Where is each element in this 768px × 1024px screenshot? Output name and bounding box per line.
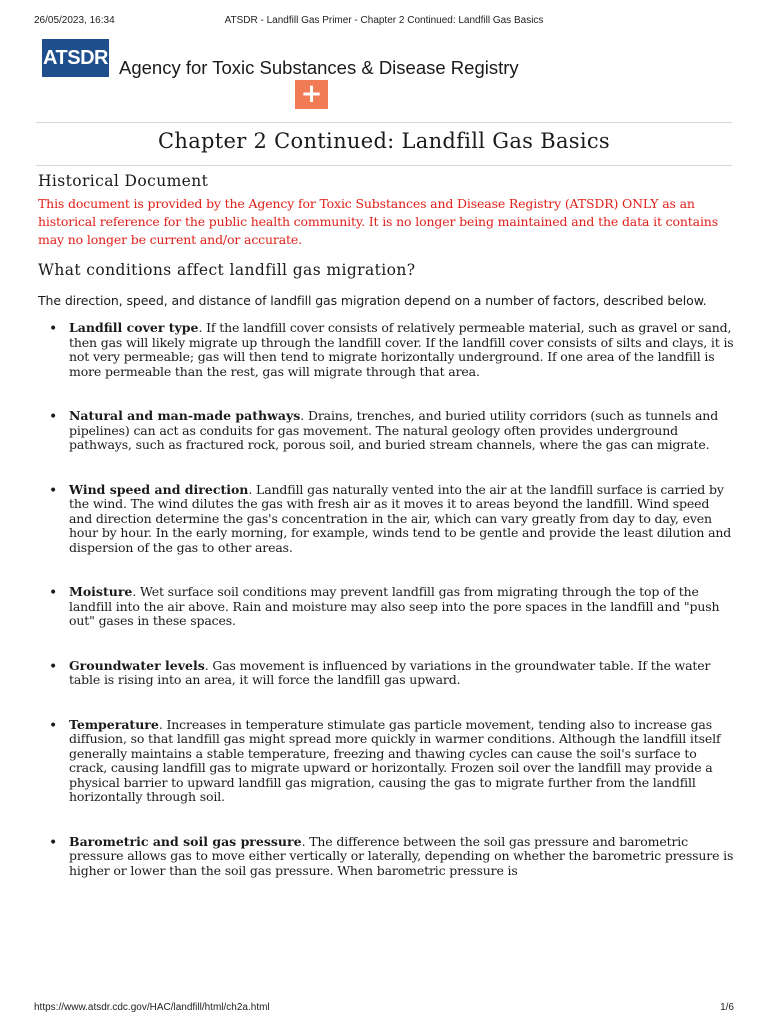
factor-text: . If the landfill cover consists of relatively permeable material, such as gravel or sand, then gas will likely migrate up through the landfill cover. If the landfill cover consists of silts and clays, it is not very permeable; gas will then tend to migrate horizontally underground. If one area of the landfill is more permeable than the rest, gas will migrate through that area. <box>69 320 734 379</box>
print-header <box>34 15 734 29</box>
atsdr-logo[interactable]: ATSDR <box>42 39 109 77</box>
factor-item <box>38 321 734 379</box>
agency-header <box>42 39 519 111</box>
factor-text: . Landfill gas naturally vented into the air at the landfill surface is carried by the wind. The wind dilutes the gas with fresh air as it moves it to areas beyond the landfill. Wind speed and direction determine the gas's concentration in the air, which can vary greatly from day to day, even hour by hour. In the early morning, for example, winds tend to be gentle and provide the least dilution and dispersion of the gas to other areas. <box>69 481 732 555</box>
factor-item <box>38 585 734 629</box>
print-datetime: 26/05/2023, 16:34 <box>34 15 115 26</box>
factor-text: . Gas movement is influenced by variations in the groundwater table. If the water table is rising into an area, it will force the landfill gas upward. <box>69 657 711 687</box>
historical-notice: This document is provided by the Agency for Toxic Substances and Disease Registry (ATSDR) ONLY as an historical reference for the public health community. It is no longer being maintained and the data it contains may no longer be current and/or accurate. <box>38 196 718 247</box>
factor-item <box>38 409 734 453</box>
factor-item <box>38 835 734 879</box>
main-content <box>38 172 734 908</box>
factor-term: Barometric and soil gas pressure <box>69 833 302 849</box>
factor-item <box>38 483 734 556</box>
factor-term: Moisture <box>69 584 133 599</box>
factor-term: Landfill cover type <box>69 320 199 335</box>
expand-menu-button[interactable]: + <box>295 80 328 109</box>
factor-term: Groundwater levels <box>69 657 205 673</box>
print-page-number: 1/6 <box>720 1002 734 1013</box>
print-page-title: ATSDR - Landfill Gas Primer - Chapter 2 Continued: Landfill Gas Basics <box>224 15 544 26</box>
factor-term: Temperature <box>69 716 159 732</box>
factor-list <box>38 321 734 878</box>
print-footer <box>34 1002 734 1016</box>
section-intro: The direction, speed, and distance of landfill gas migration depend on a number of factors, described below. <box>38 293 707 308</box>
section-heading: What conditions affect landfill gas migration? <box>38 261 416 279</box>
factor-term: Wind speed and direction <box>69 481 249 497</box>
agency-name: Agency for Toxic Substances & Disease Registry <box>119 57 519 78</box>
page-title: Chapter 2 Continued: Landfill Gas Basics <box>158 129 610 153</box>
historical-document-heading: Historical Document <box>38 172 209 190</box>
title-divider-bottom <box>36 165 732 166</box>
print-url: https://www.atsdr.cdc.gov/HAC/landfill/html/ch2a.html <box>34 1002 270 1013</box>
factor-item <box>38 718 734 805</box>
factor-text: . Drains, trenches, and buried utility corridors (such as tunnels and pipelines) can act as conduits for gas movement. The natural geology often provides underground pathways, such as fractured rock, porous soil, and buried stream channels, where the gas can migrate. <box>69 408 719 452</box>
factor-text: . Wet surface soil conditions may prevent landfill gas from migrating through the top of the landfill into the air above. Rain and moisture may also seep into the pore spaces in the landfill and "push out" gases in these spaces. <box>69 584 720 628</box>
factor-term: Natural and man-made pathways <box>69 408 301 423</box>
factor-text: . Increases in temperature stimulate gas particle movement, tending also to increase gas diffusion, so that landfill gas might spread more quickly in warmer conditions. Although the landfill itself generally maintains a stable temperature, freezing and thawing cycles can cause the soil's surface to crack, causing landfill gas to migrate upward or horizontally. Frozen soil over the landfill may provide a physical barrier to upward landfill gas migration, causing the gas to migrate further from the landfill horizontally through soil. <box>69 716 721 804</box>
factor-item <box>38 659 734 688</box>
factor-text: . The difference between the soil gas pressure and barometric pressure allows gas to move either vertically or laterally, depending on whether the barometric pressure is higher or lower than the soil gas pressure. When barometric pressure is <box>69 833 734 878</box>
title-divider-top <box>36 122 732 123</box>
